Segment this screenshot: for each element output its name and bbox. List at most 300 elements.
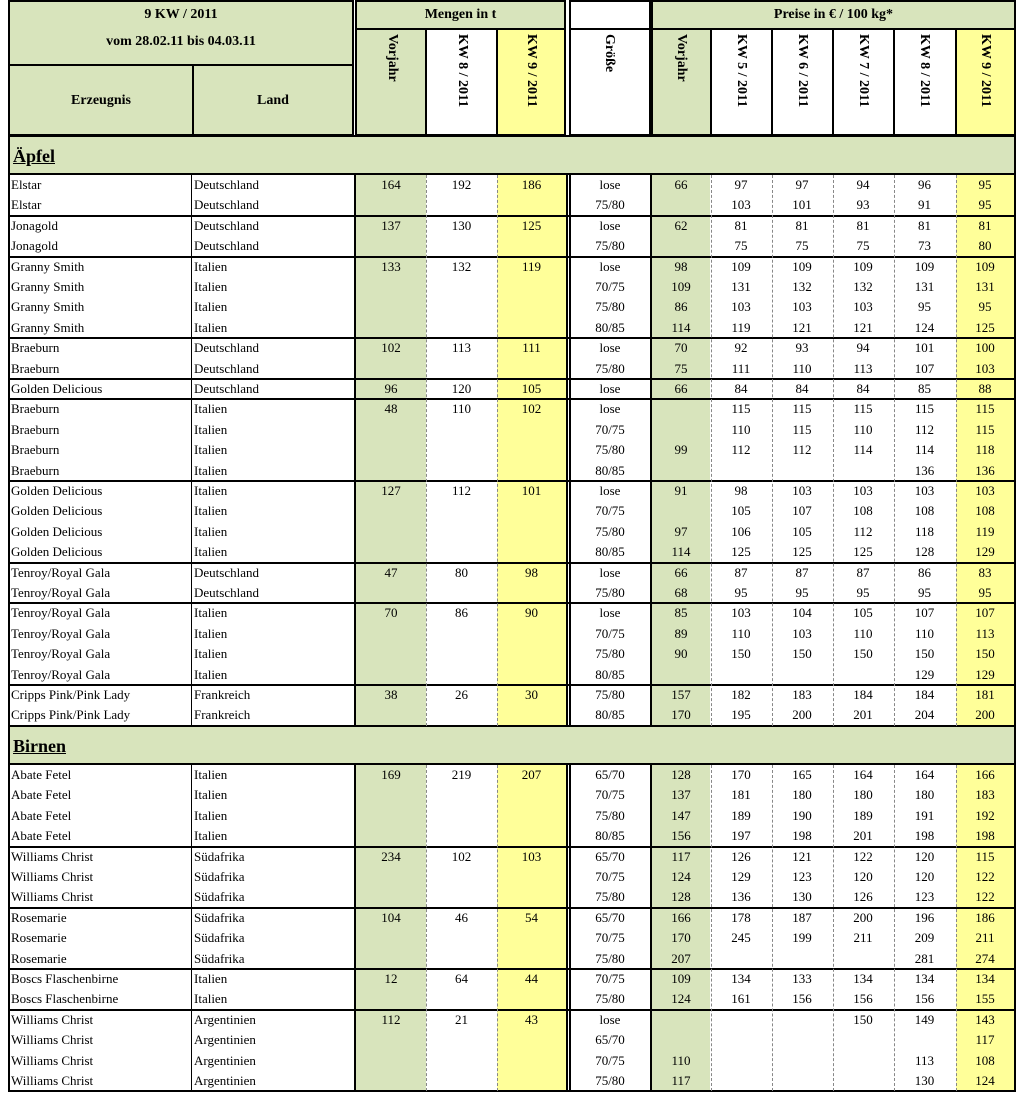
label-price-kw5: KW 5 / 2011 [734, 34, 749, 108]
country-name: Italien [194, 787, 228, 803]
country-name: Deutschland [194, 564, 259, 580]
column-divider-dashed [833, 765, 834, 1091]
price-value: 109 [975, 258, 995, 274]
label-price-kw8: KW 8 / 2011 [917, 34, 932, 108]
size-value: 70/75 [595, 930, 625, 946]
price-value: 107 [914, 605, 935, 621]
price-value: 95 [978, 197, 992, 213]
price-value: 108 [853, 503, 873, 519]
label-price-prev: Vorjahr [674, 34, 689, 82]
quantity-value: 26 [455, 687, 468, 702]
price-value: 122 [853, 848, 873, 864]
size-value: lose [599, 340, 621, 356]
label-price-kw6: KW 6 / 2011 [795, 34, 810, 108]
price-value: 115 [731, 401, 751, 417]
price-value: 166 [975, 767, 995, 782]
product-name: Granny Smith [11, 258, 85, 274]
price-value: 115 [975, 848, 995, 864]
column-divider [8, 765, 10, 1091]
label-quantity-kw9: KW 9 / 2011 [524, 34, 539, 108]
column-divider-dashed [894, 765, 895, 1091]
price-value: 132 [853, 279, 873, 294]
size-value: 65/70 [595, 909, 625, 925]
price-value: 107 [914, 360, 935, 376]
price-value: 156 [671, 828, 691, 844]
header-prices-group [651, 0, 1016, 30]
price-value: 136 [914, 462, 935, 478]
country-name: Südafrika [194, 930, 245, 946]
price-value: 103 [731, 299, 751, 315]
price-value: 124 [975, 1073, 995, 1088]
price-value: 180 [792, 787, 812, 803]
section-header [8, 725, 1016, 765]
quantity-value: 38 [384, 687, 398, 702]
price-value: 198 [914, 828, 935, 844]
price-value: 117 [975, 1032, 995, 1048]
price-value: 150 [975, 646, 995, 662]
column-divider-dashed [711, 765, 712, 1091]
size-value: lose [599, 381, 621, 396]
price-value: 84 [795, 381, 809, 396]
price-value: 134 [914, 971, 935, 986]
price-value: 181 [975, 687, 995, 702]
size-value: 80/85 [595, 828, 625, 844]
price-value: 150 [731, 646, 751, 662]
price-value: 184 [853, 687, 873, 702]
price-value: 126 [731, 848, 751, 864]
price-value: 114 [671, 319, 691, 335]
size-value: 80/85 [595, 544, 625, 560]
price-value: 95 [978, 299, 992, 315]
price-value: 103 [792, 483, 812, 498]
price-value: 108 [975, 1052, 995, 1068]
price-value: 75 [795, 238, 809, 254]
size-value: 80/85 [595, 319, 625, 335]
price-value: 105 [853, 605, 873, 621]
column-divider-dashed [772, 765, 773, 1091]
price-value: 66 [674, 381, 688, 396]
product-name: Elstar [11, 177, 42, 192]
product-name: Cripps Pink/Pink Lady [11, 687, 131, 702]
size-value: 70/75 [595, 503, 625, 519]
price-value: 130 [914, 1073, 935, 1088]
size-value: lose [599, 401, 621, 417]
country-name: Deutschland [194, 381, 259, 396]
size-value: lose [599, 1011, 621, 1027]
price-value: 68 [674, 585, 688, 600]
price-value: 95 [978, 585, 992, 600]
country-name: Italien [194, 767, 228, 782]
country-name: Südafrika [194, 950, 245, 966]
price-value: 117 [671, 1073, 691, 1088]
product-name: Braeburn [11, 360, 60, 376]
size-value: 80/85 [595, 666, 625, 682]
product-name: Tenroy/Royal Gala [11, 605, 111, 621]
header-quantities-group [355, 0, 566, 30]
quantity-value: 102 [451, 848, 472, 864]
country-name: Südafrika [194, 909, 245, 925]
price-value: 182 [731, 687, 751, 702]
price-value: 201 [853, 828, 873, 844]
country-name: Italien [194, 544, 228, 560]
quantity-value: 119 [521, 258, 542, 274]
country-name: Deutschland [194, 585, 259, 600]
label-size: Größe [602, 34, 617, 73]
product-name: Williams Christ [11, 1052, 94, 1068]
column-divider [1014, 765, 1016, 1091]
price-value: 108 [914, 503, 935, 519]
col-country-header: Land [257, 93, 289, 108]
size-value: 65/70 [595, 848, 625, 864]
price-value: 192 [975, 807, 995, 823]
country-name: Italien [194, 523, 228, 539]
price-value: 125 [975, 319, 995, 335]
quantity-value: 54 [525, 909, 538, 925]
product-name: Williams Christ [11, 1011, 94, 1027]
column-divider [354, 175, 356, 726]
price-value: 125 [853, 544, 873, 560]
price-value: 123 [792, 869, 812, 884]
price-value: 81 [795, 217, 809, 233]
price-value: 93 [856, 197, 870, 213]
country-name: Italien [194, 462, 228, 478]
quantity-value: 133 [381, 258, 401, 274]
price-value: 70 [674, 340, 688, 356]
size-value: 75/80 [595, 991, 625, 1007]
price-value: 183 [792, 687, 812, 702]
price-value: 150 [853, 646, 873, 662]
product-name: Elstar [11, 197, 42, 213]
price-value: 105 [731, 503, 751, 519]
price-value: 115 [792, 421, 812, 437]
price-value: 103 [975, 483, 995, 498]
price-value: 136 [975, 462, 995, 478]
price-value: 164 [853, 767, 873, 782]
quantity-value: 104 [381, 909, 401, 925]
header-country-box [192, 64, 354, 136]
price-value: 90 [674, 646, 688, 662]
price-value: 89 [674, 625, 688, 641]
product-name: Tenroy/Royal Gala [11, 666, 111, 682]
country-name: Italien [194, 991, 228, 1007]
price-value: 126 [853, 889, 873, 905]
price-value: 112 [914, 421, 935, 437]
price-value: 113 [853, 360, 873, 376]
size-value: lose [599, 483, 621, 498]
price-value: 117 [671, 848, 691, 864]
price-value: 100 [975, 340, 995, 356]
price-value: 180 [914, 787, 935, 803]
price-value: 120 [853, 869, 873, 884]
quantity-value: 192 [451, 177, 472, 192]
price-value: 211 [975, 930, 995, 946]
price-value: 128 [914, 544, 935, 560]
price-value: 125 [731, 544, 751, 560]
price-value: 81 [978, 217, 992, 233]
country-name: Italien [194, 807, 228, 823]
price-value: 111 [731, 360, 751, 376]
size-value: 75/80 [595, 889, 625, 905]
price-value: 109 [853, 258, 873, 274]
size-value: 70/75 [595, 279, 625, 294]
column-divider-dashed [956, 175, 957, 726]
price-value: 156 [914, 991, 935, 1007]
header-week-box [8, 0, 354, 66]
price-value: 170 [671, 707, 691, 723]
price-value: 98 [674, 258, 688, 274]
price-value: 91 [674, 483, 688, 498]
price-value: 123 [914, 889, 935, 905]
price-value: 131 [975, 279, 995, 294]
price-value: 62 [674, 217, 688, 233]
size-value: 75/80 [595, 238, 625, 254]
price-value: 183 [975, 787, 995, 803]
price-value: 121 [792, 848, 812, 864]
week-title: 9 KW / 2011 [144, 7, 218, 22]
price-value: 101 [914, 340, 935, 356]
column-divider [566, 765, 568, 1091]
product-name: Tenroy/Royal Gala [11, 564, 111, 580]
quantity-value: 113 [451, 340, 472, 356]
size-value: lose [599, 177, 621, 192]
header-product-box [8, 64, 194, 136]
header-size-top [569, 0, 651, 30]
country-name: Frankreich [194, 687, 251, 702]
price-value: 128 [671, 767, 691, 782]
price-value: 112 [792, 442, 812, 458]
country-name: Italien [194, 483, 228, 498]
price-value: 164 [914, 767, 935, 782]
price-value: 137 [671, 787, 691, 803]
price-value: 161 [731, 991, 751, 1007]
price-value: 129 [914, 666, 935, 682]
price-value: 115 [975, 421, 995, 437]
quantity-value: 86 [455, 605, 468, 621]
product-name: Abate Fetel [11, 828, 72, 844]
price-value: 85 [674, 605, 688, 621]
column-divider-dashed [497, 765, 498, 1091]
price-value: 129 [975, 666, 995, 682]
country-name: Südafrika [194, 848, 245, 864]
quantity-value: 70 [384, 605, 398, 621]
country-name: Südafrika [194, 869, 245, 884]
country-name: Italien [194, 401, 228, 417]
price-value: 130 [792, 889, 812, 905]
product-name: Golden Delicious [11, 381, 103, 396]
country-name: Deutschland [194, 177, 259, 192]
price-value: 80 [978, 238, 992, 254]
price-value: 150 [914, 646, 935, 662]
size-value: 80/85 [595, 707, 625, 723]
price-value: 120 [914, 869, 935, 884]
quantity-value: 137 [381, 217, 401, 233]
price-value: 110 [671, 1052, 691, 1068]
price-value: 83 [978, 564, 992, 580]
price-value: 170 [731, 767, 751, 782]
price-value: 95 [978, 177, 992, 192]
price-value: 97 [734, 177, 748, 192]
quantity-value: 102 [521, 401, 542, 417]
size-value: 70/75 [595, 787, 625, 803]
quantity-value: 102 [381, 340, 401, 356]
column-divider-dashed [426, 765, 427, 1091]
column-divider [191, 765, 192, 1091]
price-value: 106 [731, 523, 751, 539]
price-value: 115 [853, 401, 873, 417]
quantity-value: 90 [525, 605, 538, 621]
price-value: 84 [734, 381, 748, 396]
price-value: 107 [792, 503, 812, 519]
product-name: Jonagold [11, 217, 58, 233]
country-name: Italien [194, 971, 228, 986]
price-value: 121 [792, 319, 812, 335]
price-value: 207 [671, 950, 691, 966]
product-name: Abate Fetel [11, 767, 72, 782]
country-name: Argentinien [194, 1032, 256, 1048]
quantity-value: 112 [451, 483, 472, 498]
country-name: Argentinien [194, 1011, 256, 1027]
price-value: 113 [975, 625, 995, 641]
country-name: Italien [194, 605, 228, 621]
size-value: 75/80 [595, 950, 625, 966]
product-name: Golden Delicious [11, 483, 103, 498]
size-value: 75/80 [595, 442, 625, 458]
country-name: Italien [194, 421, 228, 437]
price-value: 87 [734, 564, 748, 580]
quantity-value: 112 [381, 1011, 401, 1027]
quantity-value: 64 [455, 971, 468, 986]
price-value: 103 [792, 299, 812, 315]
price-value: 109 [792, 258, 812, 274]
column-divider [569, 175, 571, 726]
label-quantity-kw8: KW 8 / 2011 [455, 34, 470, 108]
quantity-value: 127 [381, 483, 401, 498]
product-name: Braeburn [11, 442, 60, 458]
quantity-value: 169 [381, 767, 401, 782]
product-name: Williams Christ [11, 889, 94, 905]
size-value: 70/75 [595, 1052, 625, 1068]
size-value: 75/80 [595, 646, 625, 662]
column-divider-dashed [497, 175, 498, 726]
price-value: 131 [731, 279, 751, 294]
price-value: 88 [978, 381, 992, 396]
country-name: Italien [194, 828, 228, 844]
price-value: 118 [914, 523, 935, 539]
price-value: 134 [853, 971, 873, 986]
size-value: 70/75 [595, 971, 625, 986]
label-price-kw7: KW 7 / 2011 [856, 34, 871, 108]
country-name: Italien [194, 646, 228, 662]
quantity-value: 47 [384, 564, 398, 580]
quantity-value: 234 [381, 848, 401, 864]
product-name: Granny Smith [11, 319, 85, 335]
country-name: Argentinien [194, 1052, 256, 1068]
price-value: 211 [853, 930, 873, 946]
price-value: 191 [914, 807, 935, 823]
quantity-value: 46 [455, 909, 468, 925]
price-value: 199 [792, 930, 812, 946]
country-name: Deutschland [194, 217, 259, 233]
section-title: Birnen [13, 736, 67, 756]
price-value: 115 [792, 401, 812, 417]
quantity-value: 219 [451, 767, 472, 782]
price-value: 81 [918, 217, 931, 233]
price-value: 112 [731, 442, 751, 458]
price-value: 95 [734, 585, 748, 600]
price-value: 103 [731, 197, 751, 213]
price-value: 134 [975, 971, 995, 986]
product-name: Tenroy/Royal Gala [11, 646, 111, 662]
column-divider-dashed [426, 175, 427, 726]
price-value: 109 [671, 279, 691, 294]
quantity-kw9-column-bg [497, 765, 566, 1091]
country-name: Deutschland [194, 340, 259, 356]
price-value: 129 [731, 869, 751, 884]
country-name: Italien [194, 625, 228, 641]
size-value: 75/80 [595, 299, 625, 315]
size-value: 75/80 [595, 360, 625, 376]
product-name: Granny Smith [11, 299, 85, 315]
price-value: 156 [853, 991, 873, 1007]
col-product-header: Erzeugnis [71, 93, 131, 108]
price-value: 118 [975, 442, 995, 458]
price-value: 91 [918, 197, 931, 213]
price-value: 97 [795, 177, 809, 192]
country-name: Italien [194, 258, 228, 274]
price-value: 150 [853, 1011, 873, 1027]
quantity-value: 101 [521, 483, 542, 498]
column-divider [191, 175, 192, 726]
country-name: Italien [194, 279, 228, 294]
column-divider [1014, 175, 1016, 726]
size-value: 75/80 [595, 687, 625, 702]
price-value: 84 [856, 381, 870, 396]
price-value: 198 [975, 828, 995, 844]
price-value: 132 [792, 279, 812, 294]
price-value: 186 [975, 909, 995, 925]
price-value: 66 [674, 177, 688, 192]
price-value: 119 [975, 523, 995, 539]
price-value: 93 [795, 340, 809, 356]
column-divider-dashed [711, 175, 712, 726]
section-header [8, 135, 1016, 175]
size-value: 75/80 [595, 197, 625, 213]
price-value: 115 [914, 401, 935, 417]
quantity-value: 96 [384, 381, 398, 396]
group-prices: Preise in € / 100 kg* [773, 7, 894, 22]
price-value: 75 [856, 238, 870, 254]
quantity-value: 30 [525, 687, 538, 702]
price-value: 124 [914, 319, 935, 335]
price-value: 75 [734, 238, 748, 254]
price-value: 170 [671, 930, 691, 946]
product-name: Abate Fetel [11, 807, 72, 823]
column-divider [650, 175, 652, 726]
product-name: Williams Christ [11, 848, 94, 864]
price-value: 281 [914, 950, 935, 966]
price-value: 124 [671, 869, 691, 884]
quantity-prev-column-bg [356, 765, 426, 1091]
group-divider [8, 1090, 1016, 1092]
product-name: Golden Delicious [11, 503, 103, 519]
price-value: 178 [731, 909, 751, 925]
column-divider-dashed [894, 175, 895, 726]
price-value: 181 [731, 787, 751, 803]
product-name: Braeburn [11, 401, 60, 417]
country-name: Argentinien [194, 1073, 256, 1088]
quantity-value: 105 [521, 381, 542, 396]
size-value: 65/70 [595, 767, 625, 782]
